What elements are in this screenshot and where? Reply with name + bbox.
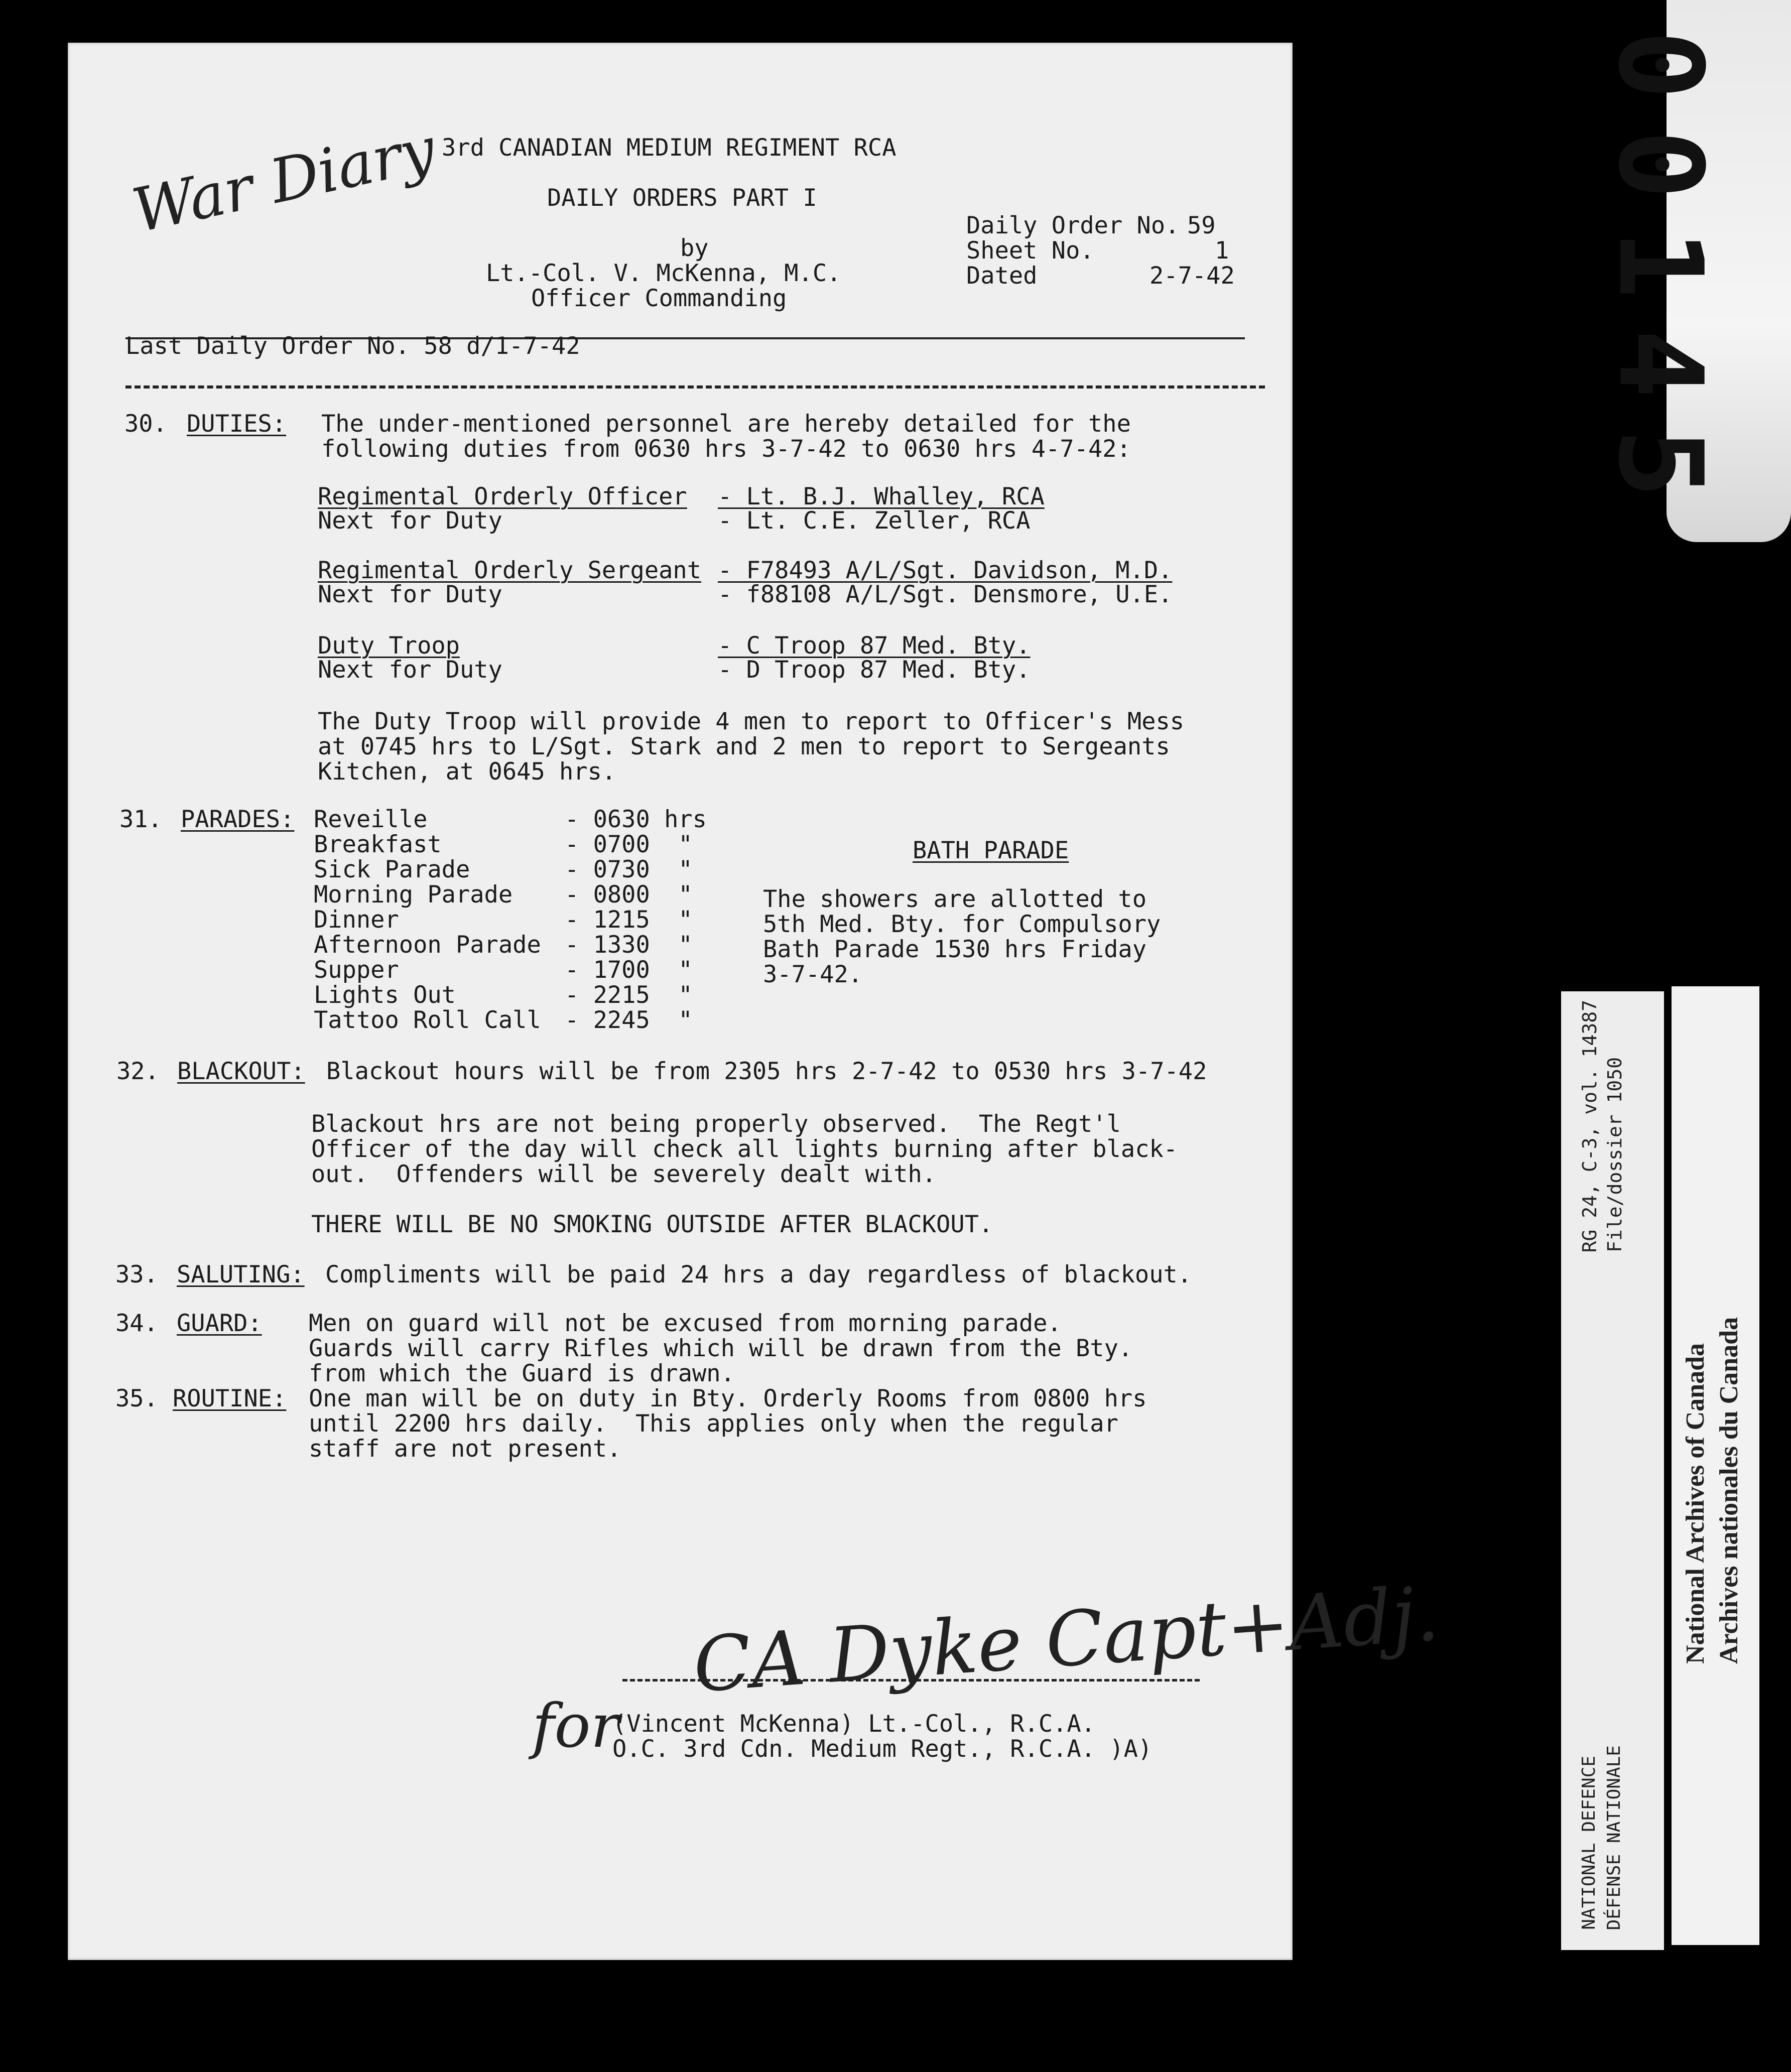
saluting-heading: SALUTING: [177, 1261, 305, 1288]
routine-heading: ROUTINE: [173, 1385, 287, 1412]
parades-heading: PARADES: [181, 806, 295, 833]
reference-line: RG 24, C-3, vol. 14387 [1579, 999, 1601, 1252]
duty-label: Next for Duty [318, 581, 502, 608]
parade-name: Dinner [314, 906, 399, 934]
parade-time: - 2245 " [565, 1006, 693, 1034]
bath-parade-text: 3-7-42. [763, 961, 863, 988]
archives-name-en: National Archives of Canada [1681, 1343, 1710, 1664]
duty-assignee: - Lt. C.E. Zeller, RCA [718, 507, 1031, 535]
archive-reference-label [1561, 991, 1664, 1950]
parade-name: Morning Parade [314, 881, 513, 909]
signature-line [622, 1679, 1200, 1681]
bath-parade-text: 5th Med. Bty. for Compulsory [763, 911, 1161, 938]
saluting-text: Compliments will be paid 24 hrs a day regardless of blackout. [325, 1261, 1192, 1288]
blackout-text: Blackout hrs are not being properly observed. The Regt'l [311, 1110, 1121, 1138]
duty-assignee: - f88108 A/L/Sgt. Densmore, U.E. [718, 581, 1173, 608]
duties-note: The Duty Troop will provide 4 men to report to Officer's Mess [318, 708, 1185, 735]
routine-text: until 2200 hrs daily. This applies only when the regular [309, 1410, 1118, 1438]
last-order-ref: Last Daily Order No. 58 d/1-7-42 [125, 332, 580, 360]
war-diary-annotation: War Diary [126, 114, 442, 247]
parade-time: - 0800 " [565, 881, 693, 909]
sheet-no-value: 1 [1215, 237, 1229, 265]
order-no-value: 59 [1187, 212, 1216, 239]
duties-heading: DUTIES: [187, 410, 287, 438]
dated-label: Dated [966, 262, 1038, 290]
archives-name-fr: Archives nationales du Canada [1715, 1317, 1743, 1664]
duty-label: Next for Duty [318, 656, 502, 684]
parade-name: Sick Parade [314, 856, 470, 883]
parade-name: Reveille [314, 806, 428, 833]
duties-text-line: following duties from 0630 hrs 3-7-42 to 0630 hrs 4-7-42: [321, 435, 1131, 463]
bath-parade-text: Bath Parade 1530 hrs Friday [763, 936, 1147, 963]
guard-text: Men on guard will not be excused from morning parade. [309, 1310, 1062, 1337]
department-line: DÉFENSE NATIONALE [1604, 1745, 1624, 1930]
duties-note: at 0745 hrs to L/Sgt. Stark and 2 men to report to Sergeants [318, 733, 1170, 760]
parade-time: - 0630 hrs [565, 806, 707, 833]
blackout-hours: Blackout hours will be from 2305 hrs 2-7-42 to 0530 hrs 3-7-42 [326, 1058, 1207, 1085]
parade-name: Breakfast [314, 831, 442, 858]
for-annotation: for [532, 1692, 620, 1761]
duty-label: Next for Duty [318, 507, 502, 535]
regiment-title: 3rd CANADIAN MEDIUM REGIMENT RCA [442, 134, 897, 162]
blackout-text: Officer of the day will check all lights burning after black- [311, 1135, 1178, 1163]
header-dashed-rule [125, 385, 1265, 388]
item-number: 31. [119, 806, 162, 833]
archives-label [1672, 986, 1759, 1945]
order-no-label: Daily Order No. [966, 212, 1180, 239]
item-number: 32. [116, 1058, 159, 1085]
item-number: 35. [115, 1385, 158, 1412]
duty-assignee: - F78493 A/L/Sgt. Davidson, M.D. [718, 557, 1173, 584]
duty-label: Regimental Orderly Sergeant [318, 557, 702, 584]
parade-time: - 0730 " [565, 856, 693, 883]
blackout-heading: BLACKOUT: [177, 1058, 305, 1085]
duty-label: Duty Troop [318, 632, 460, 660]
reference-line: File/dossier 1050 [1604, 1057, 1626, 1252]
frame-number: 00145 [1593, 30, 1727, 529]
duties-note: Kitchen, at 0645 hrs. [318, 758, 616, 786]
department-line: NATIONAL DEFENCE [1579, 1756, 1599, 1930]
issuer-role: Officer Commanding [531, 285, 787, 312]
parade-time: - 0700 " [565, 831, 693, 858]
duty-assignee: - Lt. B.J. Whalley, RCA [718, 483, 1045, 510]
guard-heading: GUARD: [177, 1310, 262, 1337]
orders-subtitle: DAILY ORDERS PART I [547, 184, 817, 212]
parade-name: Lights Out [314, 981, 456, 1009]
item-number: 33. [115, 1261, 158, 1288]
item-number: 30. [124, 410, 167, 438]
guard-text: from which the Guard is drawn. [309, 1360, 735, 1387]
parade-time: - 1215 " [565, 906, 693, 934]
routine-text: staff are not present. [309, 1435, 621, 1463]
parade-name: Tattoo Roll Call [314, 1006, 541, 1034]
sheet-no-label: Sheet No. [966, 237, 1094, 265]
guard-text: Guards will carry Rifles which will be drawn from the Bty. [309, 1335, 1133, 1362]
bath-parade-text: The showers are allotted to [763, 885, 1147, 913]
handwritten-signature: CA Dyke Capt+Adj. [690, 1570, 1442, 1710]
by-label: by [680, 234, 709, 262]
parade-time: - 2215 " [565, 981, 693, 1009]
routine-text: One man will be on duty in Bty. Orderly Rooms from 0800 hrs [309, 1385, 1147, 1412]
duty-assignee: - C Troop 87 Med. Bty. [718, 632, 1031, 660]
signatory-name: (Vincent McKenna) Lt.-Col., R.C.A. [612, 1710, 1096, 1738]
parade-name: Supper [314, 956, 399, 984]
item-number: 34. [115, 1310, 158, 1337]
parade-time: - 1700 " [565, 956, 693, 984]
bath-parade-heading: BATH PARADE [913, 837, 1069, 864]
signatory-title: O.C. 3rd Cdn. Medium Regt., R.C.A. )A) [612, 1735, 1153, 1763]
blackout-text: out. Offenders will be severely dealt with. [311, 1160, 937, 1188]
duties-text-line: The under-mentioned personnel are hereby detailed for the [321, 410, 1131, 438]
duty-label: Regimental Orderly Officer [318, 483, 687, 510]
duty-assignee: - D Troop 87 Med. Bty. [718, 656, 1031, 684]
parade-name: Afternoon Parade [314, 931, 541, 959]
dated-value: 2-7-42 [1149, 262, 1235, 290]
no-smoking-notice: THERE WILL BE NO SMOKING OUTSIDE AFTER BLACKOUT. [311, 1211, 993, 1238]
issuer-name: Lt.-Col. V. McKenna, M.C. [486, 260, 841, 287]
parade-time: - 1330 " [565, 931, 693, 959]
